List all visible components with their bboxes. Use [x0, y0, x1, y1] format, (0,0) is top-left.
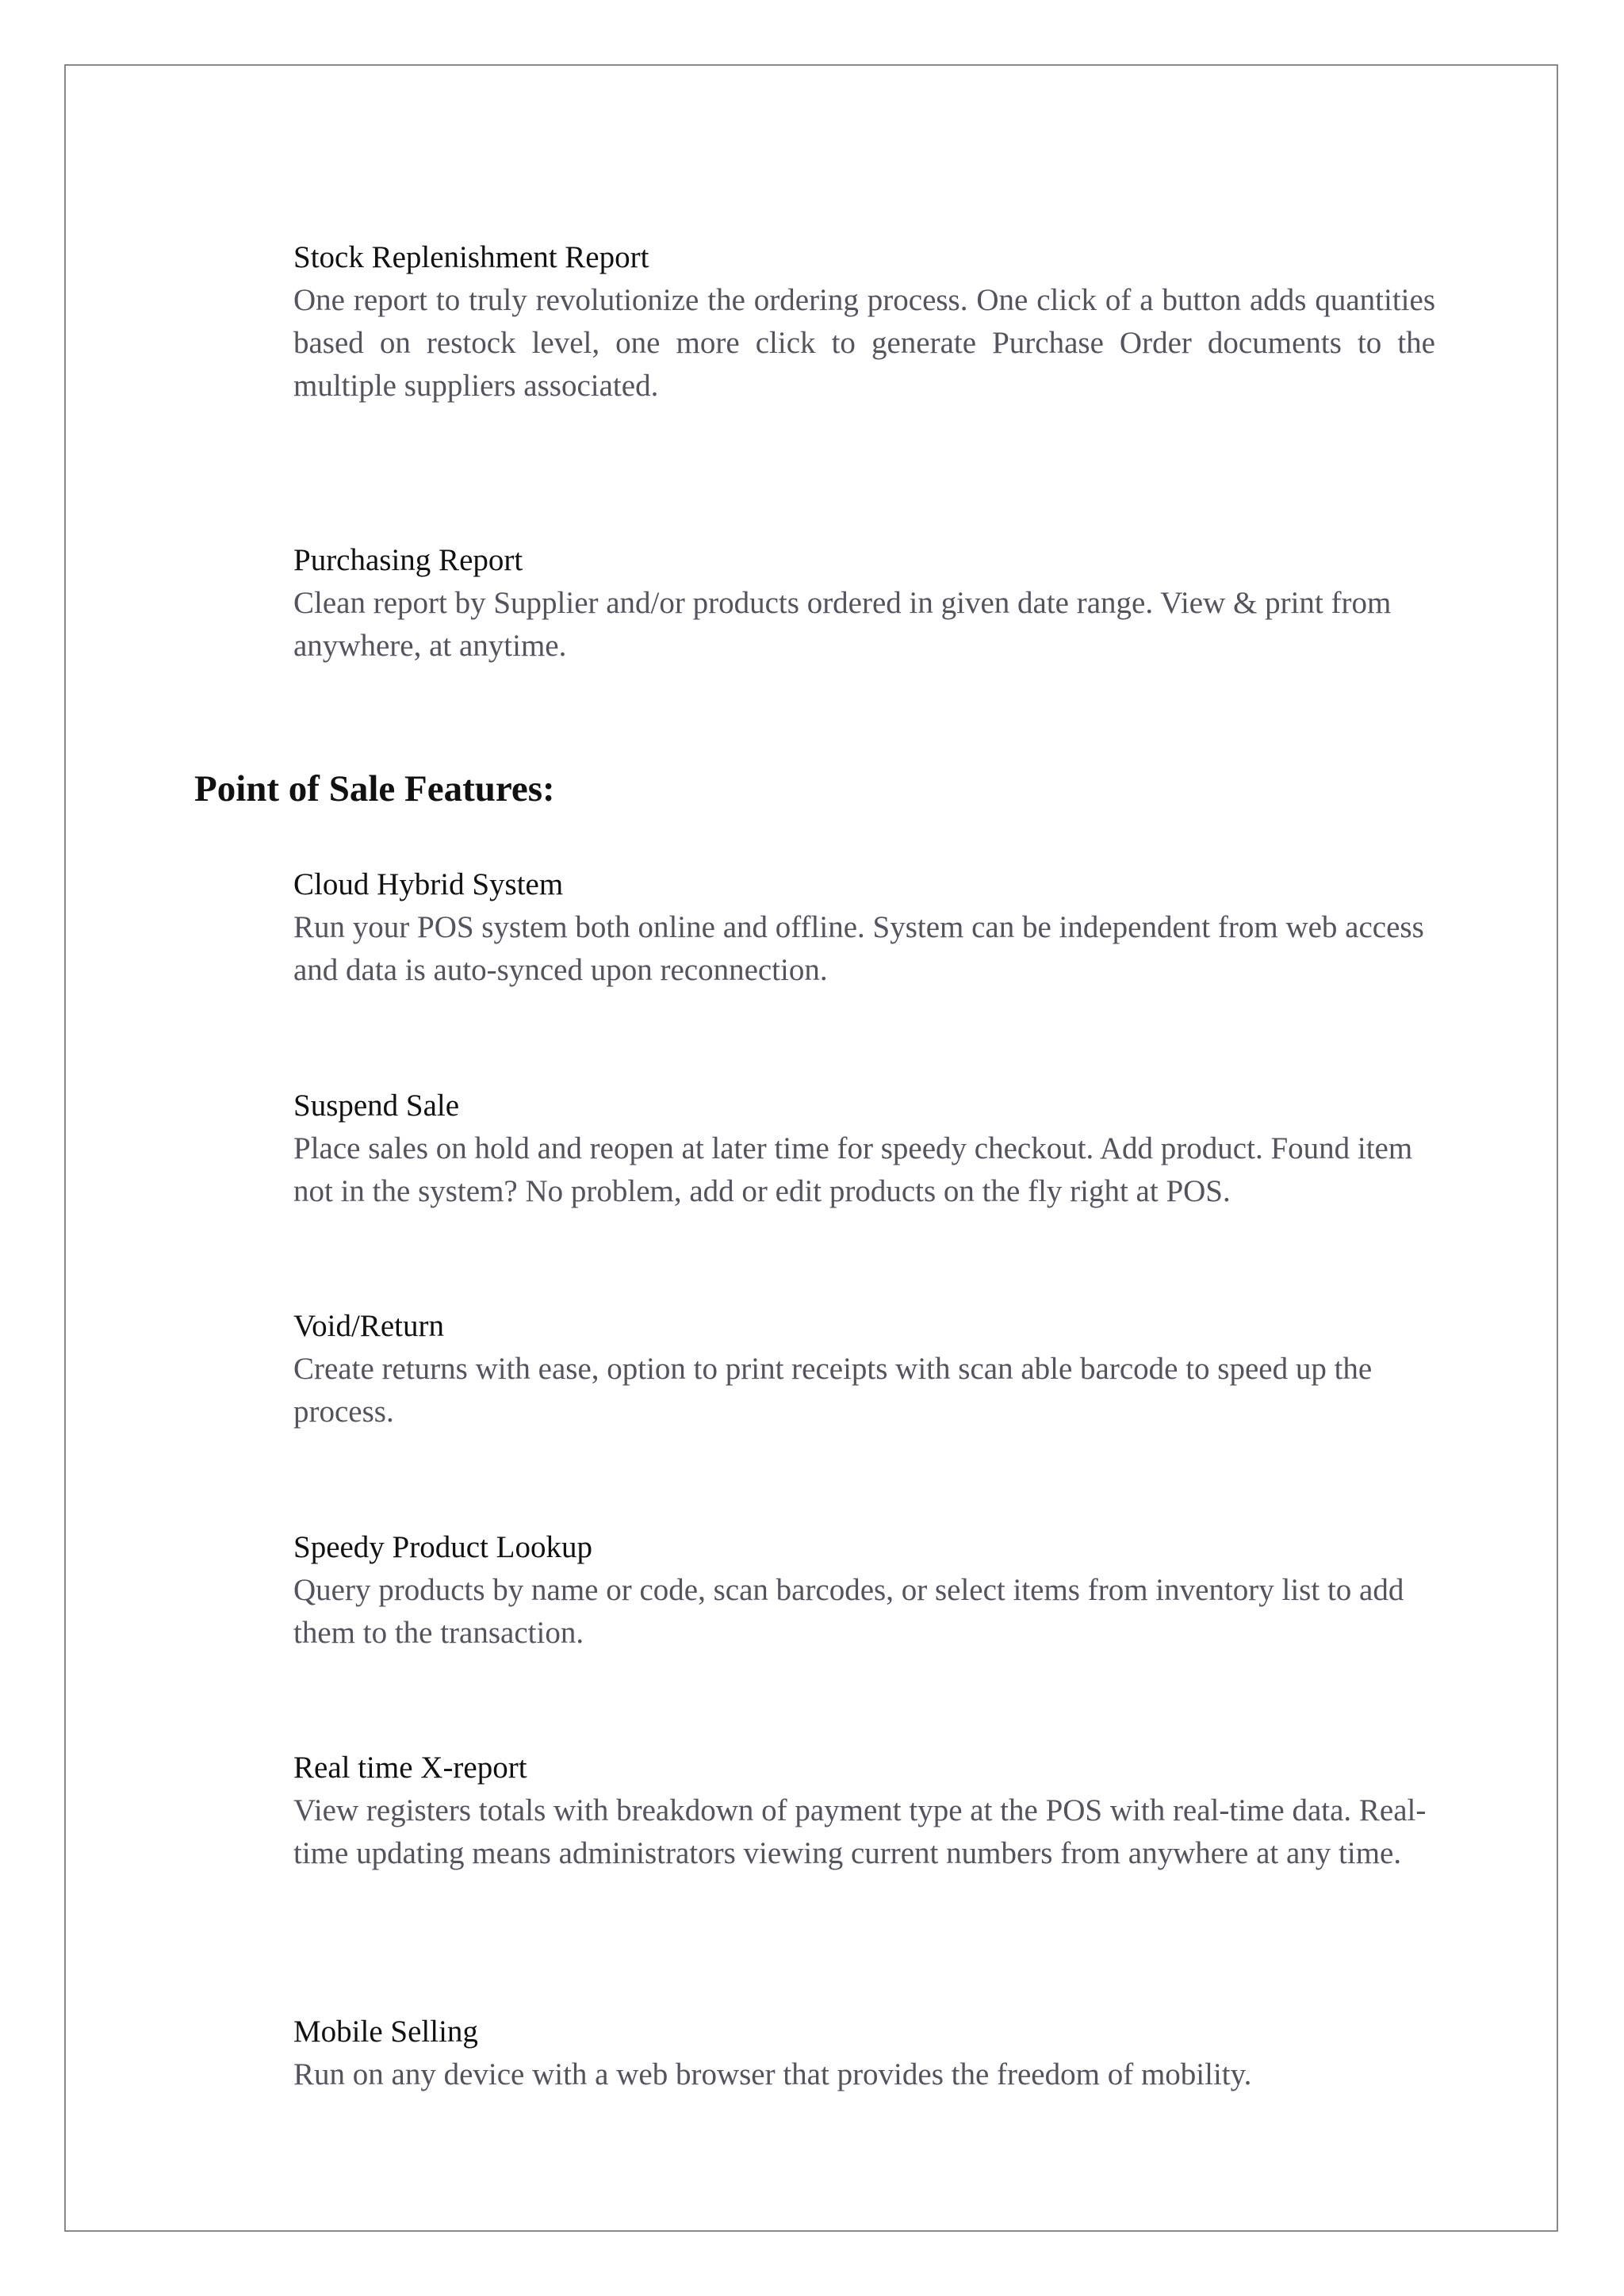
- feature-title: Purchasing Report: [293, 543, 523, 577]
- section-heading: Point of Sale Features:: [194, 768, 555, 809]
- feature-suspend-sale: [293, 1085, 1435, 1213]
- feature-speedy-product-lookup: [293, 1526, 1435, 1655]
- feature-description: Create returns with ease, option to print receipts with scan able barcode to speed up the process.: [293, 1352, 1373, 1429]
- feature-description: View registers totals with breakdown of payment type at the POS with real-time data. Real-time updating means administrators viewing current numbers from anywhere at any time.: [293, 1793, 1427, 1870]
- feature-purchasing-report: [293, 539, 1435, 668]
- feature-description: One report to truly revolutionize the ordering process. One click of a button adds quantities based on restock level, one more click to generate Purchase Order documents to the multiple suppliers associated.: [293, 283, 1435, 403]
- feature-title: Mobile Selling: [293, 2015, 478, 2049]
- feature-description: Query products by name or code, scan barcodes, or select items from inventory list to add them to the transaction.: [293, 1573, 1404, 1650]
- feature-title: Void/Return: [293, 1309, 444, 1343]
- feature-cloud-hybrid-system: [293, 863, 1435, 992]
- feature-void-return: [293, 1305, 1435, 1433]
- feature-mobile-selling: [293, 2011, 1435, 2096]
- feature-title: Cloud Hybrid System: [293, 867, 564, 901]
- feature-stock-replenishment-report: [293, 236, 1435, 408]
- feature-title: Stock Replenishment Report: [293, 240, 649, 274]
- feature-description: Run on any device with a web browser that provides the freedom of mobility.: [293, 2057, 1252, 2091]
- feature-description: Run your POS system both online and offline. System can be independent from web access and data is auto-synced upon reconnection.: [293, 910, 1424, 987]
- feature-title: Real time X-report: [293, 1751, 527, 1785]
- feature-description: Place sales on hold and reopen at later time for speedy checkout. Add product. Found item not in the system? No problem, add or edit products on the fly right at POS.: [293, 1131, 1413, 1208]
- feature-title: Suspend Sale: [293, 1089, 460, 1123]
- feature-real-time-x-report: [293, 1747, 1435, 1875]
- feature-title: Speedy Product Lookup: [293, 1530, 592, 1564]
- feature-description: Clean report by Supplier and/or products ordered in given date range. View & print from anywhere, at anytime.: [293, 586, 1392, 663]
